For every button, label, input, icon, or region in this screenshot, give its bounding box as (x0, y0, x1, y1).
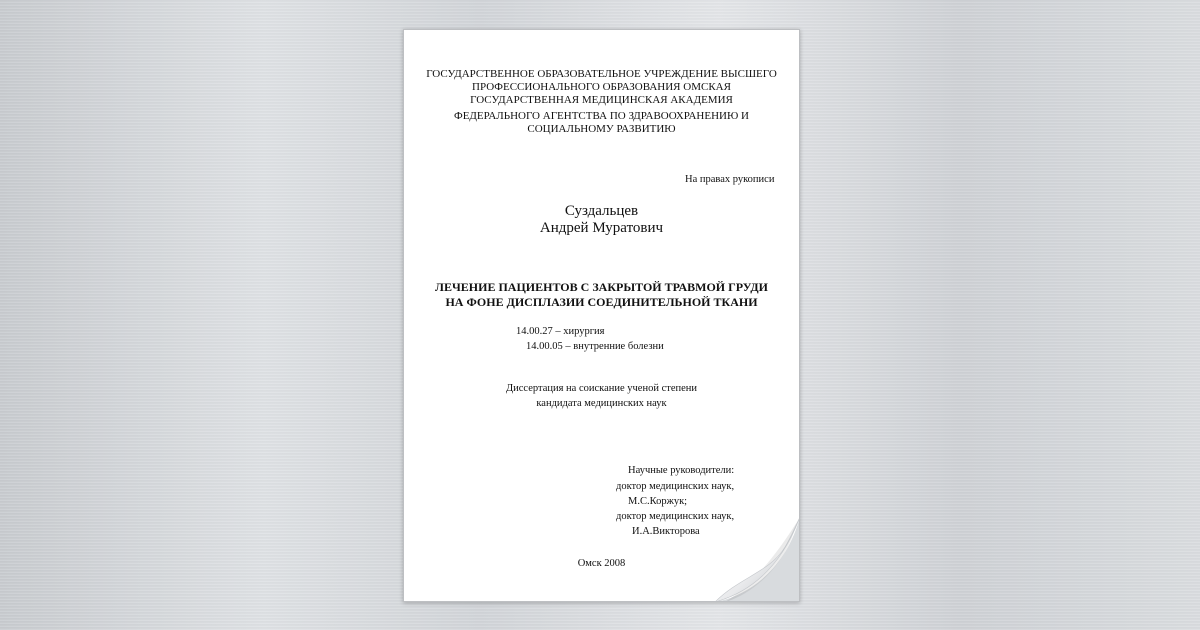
degree-line: кандидата медицинских наук (536, 398, 667, 409)
supervisor-line: доктор медицинских наук, (616, 511, 735, 522)
institution-line: ГОСУДАРСТВЕННОЕ ОБРАЗОВАТЕЛЬНОЕ УЧРЕЖДЕНИЕ ВЫСШЕГО (426, 68, 777, 80)
title-line: НА ФОНЕ ДИСПЛАЗИИ СОЕДИНИТЕЛЬНОЙ ТКАНИ (445, 295, 758, 309)
degree-block (404, 381, 799, 411)
title-line: ЛЕЧЕНИЕ ПАЦИЕНТОВ С ЗАКРЫТОЙ ТРАВМОЙ ГРУДИ (435, 280, 768, 294)
author-name: Андрей Муратович (539, 220, 664, 236)
institution-line: ФЕДЕРАЛЬНОГО АГЕНТСТВА ПО ЗДРАВООХРАНЕНИЮ И (454, 110, 749, 122)
supervisor-line: И.А.Викторова (632, 526, 700, 537)
author-surname: Суздальцев (564, 203, 639, 219)
city-year: Омск 2008 (577, 558, 626, 569)
page-curl-icon (715, 517, 800, 602)
institution-line: ГОСУДАРСТВЕННАЯ МЕДИЦИНСКАЯ АКАДЕМИЯ (470, 94, 733, 106)
institution-line: ПРОФЕССИОНАЛЬНОГО ОБРАЗОВАНИЯ ОМСКАЯ (472, 81, 731, 93)
degree-line: Диссертация на соискание ученой степени (505, 383, 698, 394)
dissertation-title (404, 280, 799, 310)
institution-line: СОЦИАЛЬНОМУ РАЗВИТИЮ (527, 123, 676, 135)
supervisor-line: М.С.Коржук; (628, 496, 688, 507)
document-page (403, 29, 800, 602)
author-block (404, 203, 799, 237)
institution-header (404, 68, 799, 136)
specialty-line: 14.00.05 – внутренние болезни (526, 341, 664, 352)
manuscript-note: На правах рукописи (685, 174, 775, 185)
specialty-line: 14.00.27 – хирургия (516, 326, 605, 337)
supervisor-line: доктор медицинских наук, (616, 481, 735, 492)
supervisors-heading: Научные руководители: (628, 465, 735, 476)
